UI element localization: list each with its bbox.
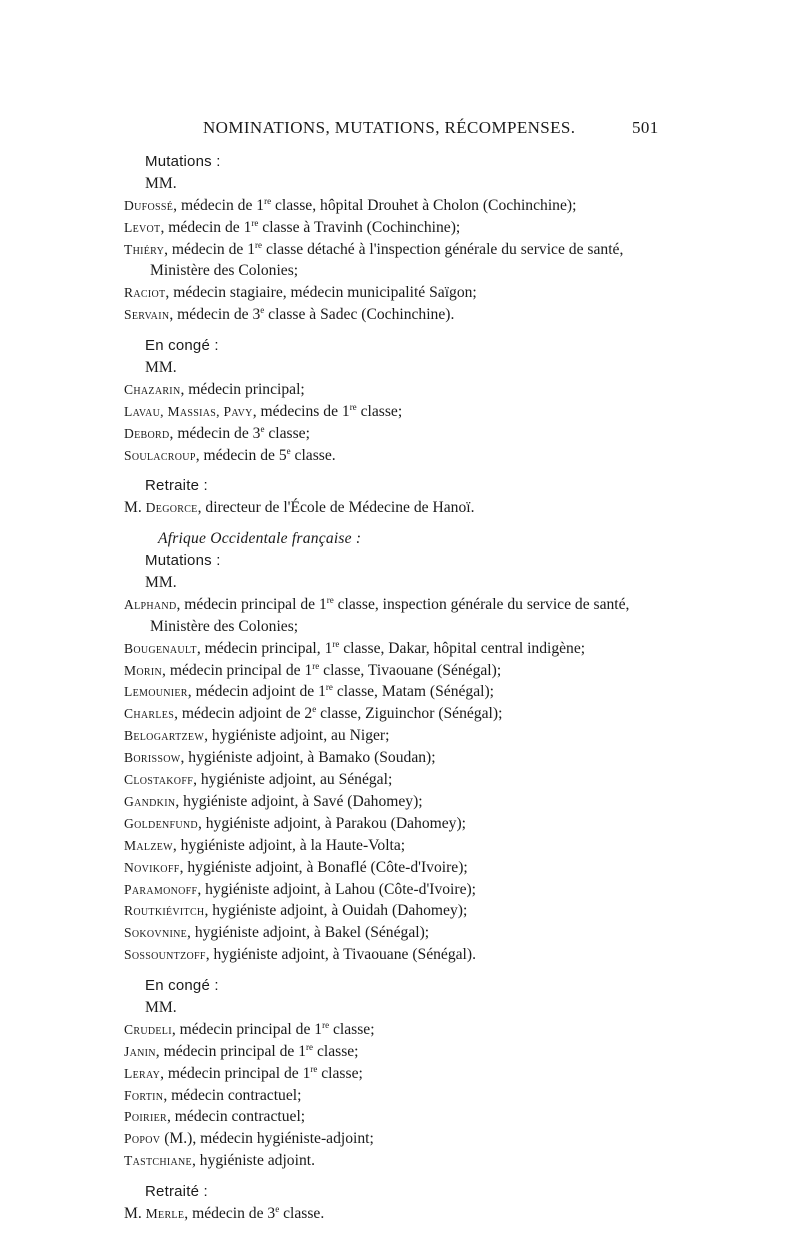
list-item — [0, 857, 800, 879]
entry-name: Raciot — [124, 285, 166, 301]
mm-label: MM. — [145, 574, 177, 592]
list-item — [0, 304, 800, 326]
entry-text: , médecin adjoint de 1re classe, Matam (Sénégal); — [187, 682, 494, 701]
entry-name: Leray — [124, 1065, 161, 1081]
entry-name: Levot — [124, 219, 161, 235]
entry-text: , hygiéniste adjoint, à la Haute-Volta; — [172, 836, 406, 854]
entry-text: , médecin principal de 1re classe, inspection générale du service de santé, — [176, 594, 630, 613]
section-title-aof: Afrique Occidentale française : — [158, 530, 362, 548]
section-heading-conge: En congé : — [145, 337, 219, 355]
retraite-entry — [0, 1203, 800, 1225]
entry-name: Goldenfund — [124, 815, 198, 831]
entry-text: , directeur de l'École de Médecine de Hanoï. — [197, 499, 475, 517]
entry-name: Alphand — [124, 596, 177, 612]
entry-text: (M.), médecin hygiéniste-adjoint; — [160, 1130, 374, 1148]
entry-text: , médecin principal de 1re classe; — [160, 1063, 363, 1082]
list-item — [0, 239, 800, 261]
entry-list-conge-indochine — [0, 379, 800, 467]
list-item — [0, 835, 800, 857]
entry-text: , hygiéniste adjoint, à Tivaouane (Sénégal). — [205, 946, 476, 964]
entry-list-mutations-aof — [0, 594, 800, 966]
entry-text: , médecin de 3e classe à Sadec (Cochinchine). — [169, 305, 455, 324]
mm-label: MM. — [145, 998, 177, 1016]
entry-name: Crudeli — [124, 1021, 172, 1037]
entry-name: Clostakoff — [124, 772, 194, 788]
running-head-title: NOMINATIONS, MUTATIONS, RÉCOMPENSES. — [203, 118, 576, 137]
list-item — [0, 594, 800, 616]
mm-label: MM. — [145, 359, 177, 377]
list-item — [0, 217, 800, 239]
list-item — [0, 879, 800, 901]
entry-text: , médecin contractuel; — [167, 1108, 306, 1126]
entry-text: , médecin de 1re classe à Travinh (Cochinchine); — [160, 217, 461, 236]
list-item — [0, 260, 800, 282]
entry-list-mutations-indochine — [0, 195, 800, 326]
list-item — [0, 747, 800, 769]
list-item — [0, 195, 800, 217]
entry-name: Degorce — [145, 500, 198, 516]
entry-name: Thiéry — [124, 241, 165, 257]
list-item — [0, 1106, 800, 1128]
entry-text: , hygiéniste adjoint, à Savé (Dahomey); — [175, 792, 423, 810]
list-item — [0, 282, 800, 304]
section-heading-mutations: Mutations : — [145, 153, 221, 170]
retraite-entry — [0, 497, 800, 519]
list-item — [0, 379, 800, 401]
entry-name: Lavau, Massias, Pavy — [124, 403, 253, 419]
list-item — [0, 638, 800, 660]
entry-name: Merle — [145, 1205, 185, 1221]
entry-name: Chazarin — [124, 381, 181, 397]
list-item — [0, 401, 800, 423]
entry-name: Sossountzoff — [124, 947, 206, 963]
list-item — [0, 1085, 800, 1107]
section-heading-conge: En congé : — [145, 977, 219, 995]
entry-text: , hygiéniste adjoint, à Parakou (Dahomey); — [197, 814, 466, 832]
entry-text: , médecin de 1re classe, hôpital Drouhet à Cholon (Cochinchine); — [173, 195, 577, 214]
list-item — [0, 681, 800, 703]
entry-text: , hygiéniste adjoint, au Sénégal; — [193, 771, 393, 789]
entry-name: Bougenault — [124, 640, 197, 656]
entry-name: Dufossé — [124, 197, 174, 213]
entry-name: Novikoff — [124, 859, 180, 875]
entry-name: Sokovnine — [124, 925, 188, 941]
entry-text: , médecin principal de 1re classe, Tivaouane (Sénégal); — [162, 660, 502, 679]
entry-text: , hygiéniste adjoint, au Niger; — [204, 727, 390, 745]
list-item — [0, 813, 800, 835]
entry-name: Poirier — [124, 1109, 167, 1125]
list-item — [0, 900, 800, 922]
entry-text: , médecin principal de 1re classe; — [155, 1041, 359, 1060]
list-item — [0, 944, 800, 966]
entry-text: , médecin stagiaire, médecin municipalité Saïgon; — [165, 284, 477, 302]
entry-text: , hygiéniste adjoint. — [191, 1152, 315, 1170]
entry-text: Ministère des Colonies; — [150, 617, 299, 635]
list-item — [0, 791, 800, 813]
section-heading-mutations: Mutations : — [145, 552, 221, 570]
entry-text: , médecin principal, 1re classe, Dakar, hôpital central indigène; — [196, 638, 586, 657]
section-heading-retraite: Retraité : — [145, 1183, 208, 1201]
entry-name: Routkiévitch — [124, 903, 205, 919]
entry-prefix: M. — [124, 499, 146, 517]
entry-name: Soulacroup — [124, 447, 196, 463]
entry-list-conge-aof — [0, 1019, 800, 1172]
list-item — [0, 423, 800, 445]
list-item — [0, 445, 800, 467]
entry-text: , médecin de 5e classe. — [195, 445, 336, 464]
entry-text: , hygiéniste adjoint, à Bakel (Sénégal); — [187, 924, 430, 942]
list-item — [0, 725, 800, 747]
entry-text: , hygiéniste adjoint, à Bonaflé (Côte-d'Ivoire); — [179, 858, 468, 876]
list-item — [0, 616, 800, 638]
entry-text: , hygiéniste adjoint, à Ouidah (Dahomey); — [204, 902, 468, 920]
list-item — [0, 1128, 800, 1150]
entry-name: Popov — [124, 1131, 161, 1147]
entry-name: Servain — [124, 307, 170, 323]
list-item — [0, 703, 800, 725]
entry-text: , médecin de 1re classe détaché à l'inspection générale du service de santé, — [164, 239, 624, 258]
list-item — [0, 1019, 800, 1041]
entry-text: , médecin adjoint de 2e classe, Ziguinchor (Sénégal); — [174, 704, 503, 723]
entry-name: Malzew — [124, 837, 173, 853]
entry-name: Tastchiane — [124, 1153, 192, 1169]
entry-text: , médecin principal; — [180, 380, 305, 398]
entry-prefix: M. — [124, 1204, 146, 1222]
entry-text: , hygiéniste adjoint, à Lahou (Côte-d'Ivoire); — [197, 880, 477, 898]
entry-name: Paramonoff — [124, 881, 198, 897]
document-body — [0, 151, 800, 1225]
running-head — [0, 118, 800, 144]
entry-name: Morin — [124, 662, 163, 678]
entry-name: Janin — [124, 1043, 156, 1059]
list-item — [0, 922, 800, 944]
entry-text: , médecins de 1re classe; — [252, 401, 403, 420]
entry-name: Belogartzew — [124, 728, 205, 744]
entry-name: Borissow — [124, 750, 181, 766]
entry-name: Fortin — [124, 1087, 164, 1103]
page-number: 501 — [632, 118, 659, 137]
entry-name: Debord — [124, 425, 170, 441]
list-item — [0, 1041, 800, 1063]
list-item — [0, 660, 800, 682]
mm-label: MM. — [145, 174, 177, 192]
list-item — [0, 1063, 800, 1085]
entry-text: , hygiéniste adjoint, à Bamako (Soudan); — [180, 749, 436, 767]
entry-text: , médecin principal de 1re classe; — [171, 1019, 375, 1038]
entry-text: , médecin de 3e classe; — [169, 423, 310, 442]
section-heading-retraite: Retraite : — [145, 477, 208, 495]
list-item — [0, 1150, 800, 1172]
entry-text: , médecin contractuel; — [163, 1086, 302, 1104]
entry-text: , médecin de 3e classe. — [184, 1203, 325, 1222]
list-item — [0, 769, 800, 791]
entry-name: Lemounier — [124, 684, 188, 700]
entry-text: Ministère des Colonies; — [150, 262, 299, 280]
entry-name: Gandkin — [124, 793, 176, 809]
entry-name: Charles — [124, 706, 175, 722]
